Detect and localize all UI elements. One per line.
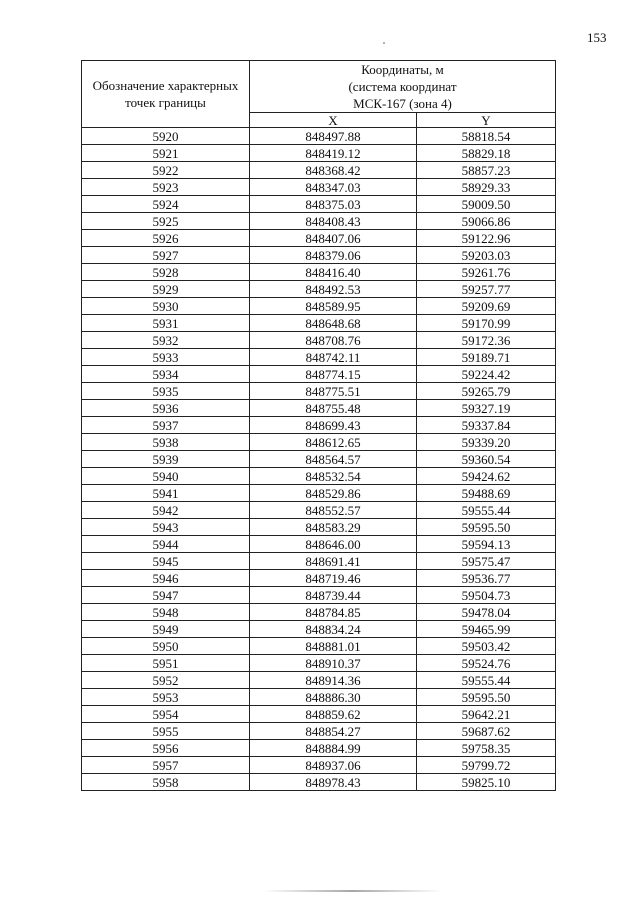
header-coordinates-line3: МСК-167 (зона 4) xyxy=(353,96,452,111)
cell-x: 848719.46 xyxy=(250,570,417,587)
cell-x: 848834.24 xyxy=(250,621,417,638)
table-row xyxy=(82,298,556,315)
cell-x: 848755.48 xyxy=(250,400,417,417)
cell-point-id: 5929 xyxy=(82,281,250,298)
table-row xyxy=(82,570,556,587)
cell-point-id: 5927 xyxy=(82,247,250,264)
cell-y: 59337.84 xyxy=(417,417,556,434)
table-row xyxy=(82,417,556,434)
cell-point-id: 5938 xyxy=(82,434,250,451)
table-row xyxy=(82,383,556,400)
cell-x: 848648.68 xyxy=(250,315,417,332)
table-row xyxy=(82,128,556,145)
cell-point-id: 5942 xyxy=(82,502,250,519)
cell-y: 59172.36 xyxy=(417,332,556,349)
table-row xyxy=(82,434,556,451)
table-row xyxy=(82,774,556,791)
cell-x: 848529.86 xyxy=(250,485,417,502)
cell-x: 848914.36 xyxy=(250,672,417,689)
page-number: 153 xyxy=(587,30,607,45)
scan-speck xyxy=(383,42,385,44)
table-row xyxy=(82,179,556,196)
cell-y: 59687.62 xyxy=(417,723,556,740)
cell-point-id: 5955 xyxy=(82,723,250,740)
table-row xyxy=(82,536,556,553)
cell-point-id: 5926 xyxy=(82,230,250,247)
cell-y: 59504.73 xyxy=(417,587,556,604)
table-row xyxy=(82,502,556,519)
cell-x: 848564.57 xyxy=(250,451,417,468)
cell-point-id: 5943 xyxy=(82,519,250,536)
cell-y: 59595.50 xyxy=(417,519,556,536)
cell-y: 59257.77 xyxy=(417,281,556,298)
table-row xyxy=(82,604,556,621)
table-row xyxy=(82,247,556,264)
cell-x: 848368.42 xyxy=(250,162,417,179)
table-row xyxy=(82,587,556,604)
cell-y: 59594.13 xyxy=(417,536,556,553)
cell-point-id: 5950 xyxy=(82,638,250,655)
cell-x: 848708.76 xyxy=(250,332,417,349)
table-row xyxy=(82,655,556,672)
cell-point-id: 5951 xyxy=(82,655,250,672)
table-row xyxy=(82,638,556,655)
table-row xyxy=(82,315,556,332)
cell-point-id: 5921 xyxy=(82,145,250,162)
cell-x: 848699.43 xyxy=(250,417,417,434)
scan-smudge xyxy=(262,890,442,892)
cell-x: 848552.57 xyxy=(250,502,417,519)
header-coordinates-line2: (система координат xyxy=(348,79,457,94)
cell-point-id: 5956 xyxy=(82,740,250,757)
cell-point-id: 5923 xyxy=(82,179,250,196)
cell-x: 848407.06 xyxy=(250,230,417,247)
cell-y: 59360.54 xyxy=(417,451,556,468)
cell-point-id: 5940 xyxy=(82,468,250,485)
cell-point-id: 5954 xyxy=(82,706,250,723)
cell-y: 59122.96 xyxy=(417,230,556,247)
cell-y: 59478.04 xyxy=(417,604,556,621)
table-row xyxy=(82,485,556,502)
cell-y: 59209.69 xyxy=(417,298,556,315)
cell-y: 59066.86 xyxy=(417,213,556,230)
cell-y: 59261.76 xyxy=(417,264,556,281)
table-row xyxy=(82,145,556,162)
cell-point-id: 5928 xyxy=(82,264,250,281)
coordinates-table xyxy=(81,60,556,791)
cell-point-id: 5935 xyxy=(82,383,250,400)
cell-x: 848347.03 xyxy=(250,179,417,196)
cell-y: 59503.42 xyxy=(417,638,556,655)
table-row xyxy=(82,519,556,536)
cell-x: 848612.65 xyxy=(250,434,417,451)
cell-y: 59189.71 xyxy=(417,349,556,366)
cell-point-id: 5946 xyxy=(82,570,250,587)
cell-y: 59555.44 xyxy=(417,502,556,519)
cell-point-id: 5945 xyxy=(82,553,250,570)
cell-point-id: 5934 xyxy=(82,366,250,383)
table-row xyxy=(82,349,556,366)
table-row xyxy=(82,451,556,468)
table-row xyxy=(82,213,556,230)
table-row xyxy=(82,162,556,179)
cell-point-id: 5939 xyxy=(82,451,250,468)
cell-x: 848784.85 xyxy=(250,604,417,621)
cell-y: 59524.76 xyxy=(417,655,556,672)
cell-x: 848739.44 xyxy=(250,587,417,604)
header-coordinates xyxy=(250,61,556,113)
cell-x: 848646.00 xyxy=(250,536,417,553)
cell-point-id: 5924 xyxy=(82,196,250,213)
cell-x: 848854.27 xyxy=(250,723,417,740)
table-row xyxy=(82,723,556,740)
cell-y: 59224.42 xyxy=(417,366,556,383)
table-row xyxy=(82,196,556,213)
cell-x: 848884.99 xyxy=(250,740,417,757)
table-body xyxy=(82,128,556,791)
cell-x: 848492.53 xyxy=(250,281,417,298)
cell-y: 59339.20 xyxy=(417,434,556,451)
header-point-designation: Обозначение характерных точек границы xyxy=(82,61,250,128)
cell-x: 848419.12 xyxy=(250,145,417,162)
cell-point-id: 5941 xyxy=(82,485,250,502)
table-row xyxy=(82,757,556,774)
cell-y: 58829.18 xyxy=(417,145,556,162)
cell-x: 848583.29 xyxy=(250,519,417,536)
cell-point-id: 5936 xyxy=(82,400,250,417)
cell-point-id: 5922 xyxy=(82,162,250,179)
table-row xyxy=(82,672,556,689)
cell-y: 58929.33 xyxy=(417,179,556,196)
header-y: Y xyxy=(417,113,556,128)
cell-y: 59009.50 xyxy=(417,196,556,213)
cell-point-id: 5949 xyxy=(82,621,250,638)
table-row xyxy=(82,740,556,757)
cell-x: 848532.54 xyxy=(250,468,417,485)
cell-point-id: 5953 xyxy=(82,689,250,706)
cell-point-id: 5931 xyxy=(82,315,250,332)
cell-y: 59758.35 xyxy=(417,740,556,757)
table-row xyxy=(82,553,556,570)
cell-point-id: 5932 xyxy=(82,332,250,349)
cell-x: 848416.40 xyxy=(250,264,417,281)
cell-point-id: 5920 xyxy=(82,128,250,145)
cell-y: 59555.44 xyxy=(417,672,556,689)
table-row xyxy=(82,332,556,349)
cell-x: 848859.62 xyxy=(250,706,417,723)
cell-x: 848742.11 xyxy=(250,349,417,366)
table-row xyxy=(82,264,556,281)
cell-point-id: 5930 xyxy=(82,298,250,315)
table-row xyxy=(82,281,556,298)
cell-y: 59465.99 xyxy=(417,621,556,638)
cell-y: 58818.54 xyxy=(417,128,556,145)
cell-y: 59424.62 xyxy=(417,468,556,485)
cell-y: 59170.99 xyxy=(417,315,556,332)
cell-y: 59327.19 xyxy=(417,400,556,417)
table-row xyxy=(82,366,556,383)
table-row xyxy=(82,689,556,706)
cell-x: 848379.06 xyxy=(250,247,417,264)
cell-x: 848978.43 xyxy=(250,774,417,791)
cell-y: 59536.77 xyxy=(417,570,556,587)
table-row xyxy=(82,621,556,638)
cell-y: 59595.50 xyxy=(417,689,556,706)
table-row xyxy=(82,706,556,723)
cell-point-id: 5937 xyxy=(82,417,250,434)
cell-point-id: 5957 xyxy=(82,757,250,774)
cell-point-id: 5933 xyxy=(82,349,250,366)
header-x: X xyxy=(250,113,417,128)
cell-x: 848408.43 xyxy=(250,213,417,230)
cell-x: 848910.37 xyxy=(250,655,417,672)
cell-x: 848774.15 xyxy=(250,366,417,383)
cell-x: 848497.88 xyxy=(250,128,417,145)
cell-point-id: 5944 xyxy=(82,536,250,553)
cell-y: 59265.79 xyxy=(417,383,556,400)
cell-x: 848589.95 xyxy=(250,298,417,315)
cell-point-id: 5952 xyxy=(82,672,250,689)
cell-x: 848775.51 xyxy=(250,383,417,400)
cell-x: 848375.03 xyxy=(250,196,417,213)
cell-point-id: 5947 xyxy=(82,587,250,604)
cell-y: 58857.23 xyxy=(417,162,556,179)
cell-point-id: 5948 xyxy=(82,604,250,621)
table-row xyxy=(82,230,556,247)
header-coordinates-line1: Координаты, м xyxy=(361,62,444,77)
cell-y: 59488.69 xyxy=(417,485,556,502)
cell-y: 59799.72 xyxy=(417,757,556,774)
cell-y: 59575.47 xyxy=(417,553,556,570)
cell-y: 59825.10 xyxy=(417,774,556,791)
cell-point-id: 5958 xyxy=(82,774,250,791)
cell-y: 59203.03 xyxy=(417,247,556,264)
cell-x: 848881.01 xyxy=(250,638,417,655)
cell-y: 59642.21 xyxy=(417,706,556,723)
cell-x: 848886.30 xyxy=(250,689,417,706)
cell-point-id: 5925 xyxy=(82,213,250,230)
table-row xyxy=(82,468,556,485)
cell-x: 848937.06 xyxy=(250,757,417,774)
table-row xyxy=(82,400,556,417)
cell-x: 848691.41 xyxy=(250,553,417,570)
